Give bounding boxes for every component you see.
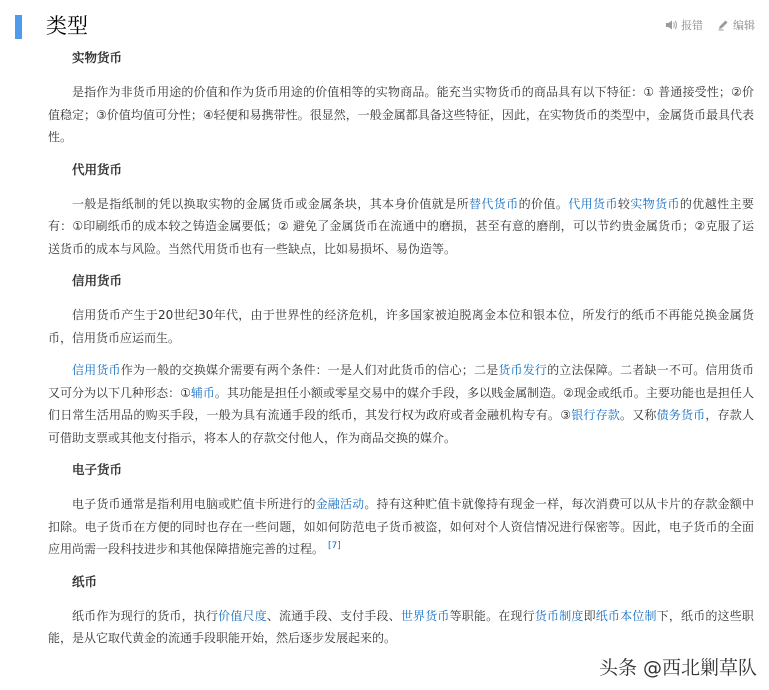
text-run: 较 (617, 196, 631, 211)
edit-label: 编辑 (733, 19, 755, 32)
term-link[interactable]: 货币制度 (534, 608, 584, 623)
text-run: 下，纸币的这些职能，是从它取代黄金的流通手段职能开始，然后逐步发展起来的。 (48, 608, 754, 645)
term-link[interactable]: 实物货币 (630, 196, 680, 211)
text-run: 是指作为非货币用途的价值和作为货币用途的价值相等的实物商品。能充当实物货币的商品具有以下特征：① 普通接受性；②价值稳定；③价值均值可分性；④轻便和易携带性。很显然，一般金属都具备这些特征，因此，在实物货币的类型中，金属货币最具代表性。 (48, 85, 754, 144)
paragraph (48, 193, 754, 261)
edit-button[interactable] (717, 17, 755, 33)
section-title: 电子货币 (72, 462, 123, 477)
text-run: 、流通手段、支付手段、 (266, 608, 401, 623)
pencil-icon (717, 19, 729, 31)
text-run: 的优越性主要有：①印刷纸币的成本较之铸造金属要低；② 避免了金属货币在流通中的磨损，甚至有意的磨削，可以节约贵金属货币；②克服了运送货币的成本与风险。当然代用货币也有一些缺点，比如易损坏、易伪造等。 (48, 196, 754, 256)
article-content (48, 47, 754, 660)
report-button[interactable] (665, 17, 703, 33)
text-run: 。其功能是担任小额或零星交易中的媒介手段，多以贱金属制造。②现金或纸币。主要功能也是担任人们日常生活用品的购买手段，一般为具有流通手段的纸币，其发行权为政府或者金融机构专有。③ (48, 385, 754, 422)
section-header (0, 0, 769, 52)
text-run: 。又称 (620, 408, 657, 422)
term-link[interactable]: 债务货币 (656, 408, 706, 422)
text-run: 的立法保障。二者缺一不可。信用货币又可分为以下几种形态：① (48, 363, 754, 400)
section-title: 信用货币 (72, 273, 123, 288)
term-link[interactable]: 纸币本位制 (595, 608, 657, 623)
paragraph (48, 605, 754, 650)
section-title: 代用货币 (72, 161, 123, 177)
section-title: 纸币 (72, 573, 98, 589)
term-link[interactable]: 世界货币 (400, 608, 450, 623)
text-run: 的价值。 (518, 196, 569, 211)
title-accent-bar (15, 15, 22, 39)
watermark: 头条 @西北剿草队 (598, 657, 757, 679)
citation-link[interactable]: [7] (328, 541, 341, 551)
text-run: 即 (583, 608, 596, 623)
text-run: 。持有这种贮值卡就像持有现金一样，每次消费可以从卡片的存款金额中扣除。电子货币在方便的同时也存在一些问题，如如何防范电子货币被盗，如何对个人资信情况进行保密等。因此，电子货币的全面应用尚需一段科技进步和其他保障措施完善的过程。 (48, 497, 754, 556)
term-link[interactable]: 货币发行 (498, 363, 548, 377)
text-run: 等职能。在现行 (449, 608, 535, 623)
term-link[interactable]: 金融活动 (315, 497, 365, 511)
text-run: 信用货币产生于20世纪30年代，由于世界性的经济危机，许多国家被迫脱离金本位和银本位，所发行的纸币不再能兑换金属货币，信用货币应运而生。 (48, 308, 754, 345)
term-link[interactable]: 信用货币 (72, 363, 121, 377)
text-run: 纸币作为现行的货币，执行 (72, 608, 219, 623)
term-link[interactable]: 替代货币 (468, 196, 519, 211)
report-label: 报错 (681, 19, 703, 32)
section-title: 实物货币 (72, 50, 123, 65)
term-link[interactable]: 代用货币 (568, 196, 618, 211)
paragraph (48, 81, 754, 149)
paragraph (48, 493, 754, 561)
text-run: ，存款人可借助支票或其他支付指示，将本人的存款交付他人，作为商品交换的媒介。 (48, 408, 754, 445)
term-link[interactable]: 银行存款 (571, 408, 620, 422)
page-title: 类型 (46, 14, 88, 38)
term-link[interactable]: 辅币 (190, 385, 215, 400)
text-run: 电子货币通常是指利用电脑或贮值卡所进行的 (72, 497, 316, 511)
text-run: 一般是指纸制的凭以换取实物的金属货币或金属条块，其本身价值就是所 (72, 196, 469, 211)
text-run: 作为一般的交换媒介需要有两个条件：一是人们对此货币的信心；二是 (120, 363, 499, 377)
paragraph (48, 359, 754, 449)
speaker-icon (665, 19, 677, 31)
paragraph (48, 304, 754, 349)
term-link[interactable]: 价值尺度 (218, 608, 267, 623)
header-actions (665, 17, 755, 33)
